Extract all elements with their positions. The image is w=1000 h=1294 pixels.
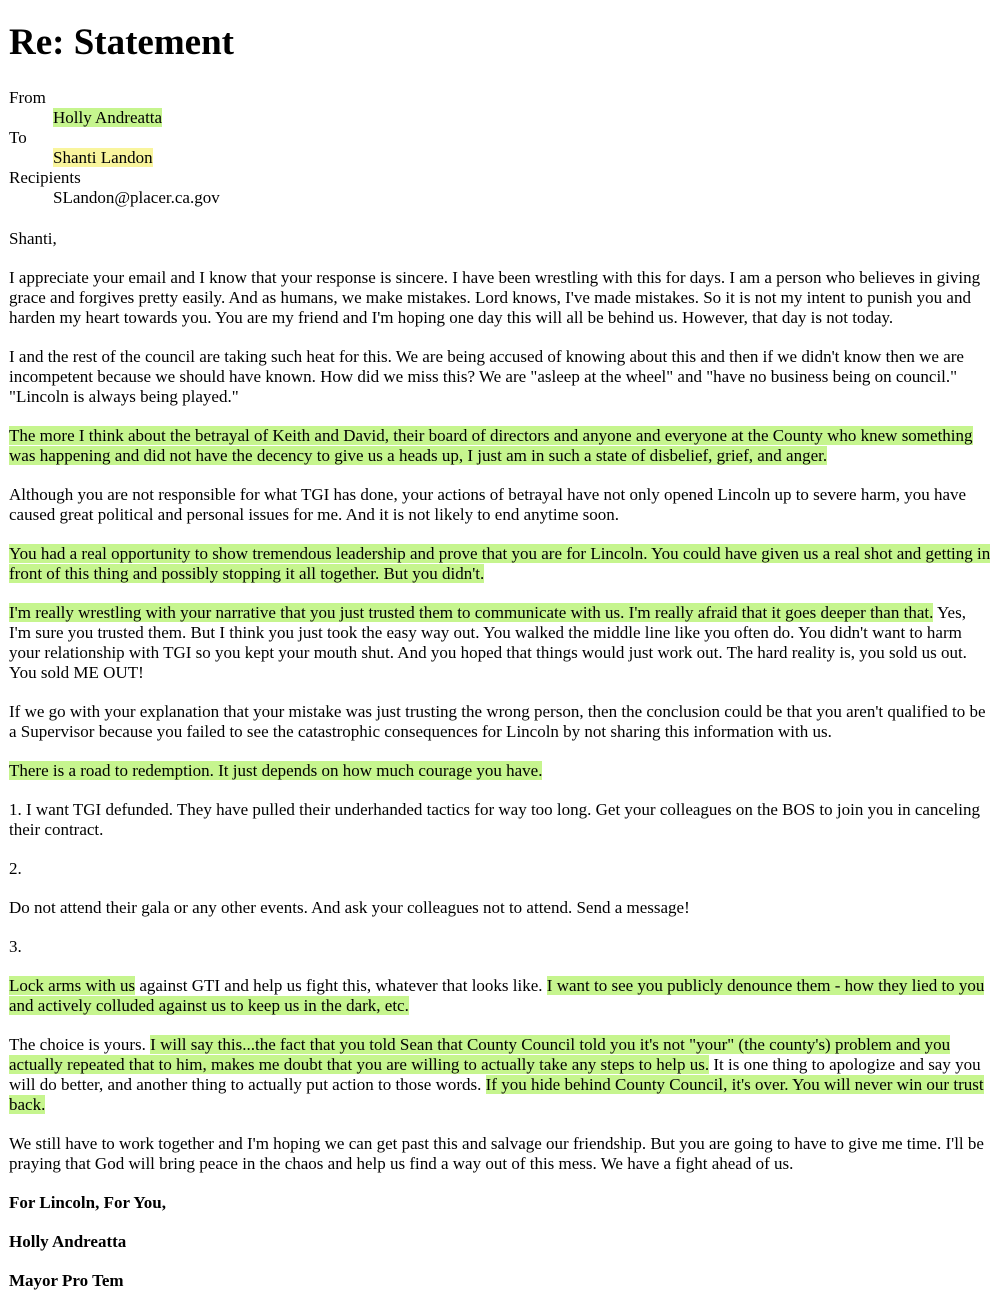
highlight: There is a road to redemption. It just depends on how much courage you have. xyxy=(9,761,543,780)
paragraph-3 xyxy=(9,426,991,466)
paragraph-10: We still have to work together and I'm hoping we can get past this and salvage our friendship. But you are going to have to give me time. I'll be praying that God will bring peace in the chaos and help us find a way out of this mess. We have a fight ahead of us. xyxy=(9,1134,984,1173)
highlight: Lock arms with us xyxy=(9,976,136,995)
paragraph-2: I and the rest of the council are taking such heat for this. We are being accused of knowing about this and then if we didn't know then we are incompetent because we should have known. How did we miss this? We are "asleep at the wheel" and "have no business being on council." "Lincoln is always being played." xyxy=(9,347,964,406)
greeting: Shanti, xyxy=(9,229,57,248)
paragraph-1: I appreciate your email and I know that your response is sincere. I have been wrestling with this for days. I am a person who believes in giving grace and forgives pretty easily. And as humans, we make mistakes. Lord knows, I've made mistakes. So it is not my intent to punish you and harden my heart towards you. You are my friend and I'm hoping one day this will all be behind us. However, that day is not today. xyxy=(9,268,981,327)
paragraph-7: If we go with your explanation that your mistake was just trusting the wrong person, then the conclusion could be that you aren't qualified to be a Supervisor because you failed to see the catastrophic consequences for Lincoln by not sharing this information with us. xyxy=(9,702,986,741)
highlight: I will say this...the fact that you told Sean that County Council told you it's not "your" (the county's) problem and you actually repeated that to him, makes me doubt that you are willing to actually take any steps to help us. xyxy=(9,1035,951,1074)
paragraph-9 xyxy=(9,1035,991,1115)
signature-role: Mayor Pro Tem xyxy=(9,1271,124,1290)
paragraph-8 xyxy=(9,761,991,781)
email-body xyxy=(9,229,991,1174)
highlight: I want to see you publicly denounce them - how they lied to you and actively colluded against us to keep us in the dark, etc. xyxy=(9,976,985,1015)
from-value[interactable]: Holly Andreatta xyxy=(53,108,163,127)
paragraph-4: Although you are not responsible for what TGI has done, your actions of betrayal have not only opened Lincoln up to severe harm, you have caused great political and personal issues for me. And it is not likely to end anytime soon. xyxy=(9,485,967,524)
email-subject: Re: Statement xyxy=(9,22,234,63)
highlight: If you hide behind County Council, it's over. You will never win our trust back. xyxy=(9,1075,984,1114)
paragraph-9-b: It is one thing to apologize and say you will do better, and another thing to actually put action to those words. xyxy=(9,1055,981,1094)
list-item-3-number: 3. xyxy=(9,937,22,956)
paragraph-9-a: The choice is yours. xyxy=(9,1035,151,1054)
recipients-value: SLandon@placer.ca.gov xyxy=(53,188,220,207)
to-value[interactable]: Shanti Landon xyxy=(53,148,153,167)
paragraph-6 xyxy=(9,603,991,683)
email-header xyxy=(9,88,991,208)
from-label: From xyxy=(9,88,46,107)
list-item-2: Do not attend their gala or any other events. And ask your colleagues not to attend. Send a message! xyxy=(9,898,690,917)
signature-name: Holly Andreatta xyxy=(9,1232,127,1251)
list-item-2-number: 2. xyxy=(9,859,22,878)
to-label: To xyxy=(9,128,27,147)
highlight: I'm really wrestling with your narrative that you just trusted them to communicate with us. I'm really afraid that it goes deeper than that. xyxy=(9,603,934,622)
list-item-3 xyxy=(9,976,991,1016)
list-item-1: 1. I want TGI defunded. They have pulled their underhanded tactics for way too long. Get your colleagues on the BOS to join you in canceling their contract. xyxy=(9,800,980,839)
signature xyxy=(9,1193,991,1291)
paragraph-5 xyxy=(9,544,991,584)
highlight: The more I think about the betrayal of Keith and David, their board of directors and anyone and everyone at the County who knew something was happening and did not have the decency to give us a heads up, I just am in such a state of disbelief, grief, and anger. xyxy=(9,426,973,465)
highlight: You had a real opportunity to show tremendous leadership and prove that you are for Lincoln. You could have given us a real shot and getting in front of this thing and possibly stopping it all together. But you didn't. xyxy=(9,544,991,583)
list-item-3-mid: against GTI and help us fight this, whatever that looks like. xyxy=(135,976,547,995)
paragraph-6-rest: Yes, I'm sure you trusted them. But I think you just took the easy way out. You walked the middle line like you often do. You didn't want to harm your relationship with TGI so you kept your mouth shut. And you hoped that things would just work out. The hard reality is, you sold us out. You sold ME OUT! xyxy=(9,603,967,682)
signature-closing: For Lincoln, For You, xyxy=(9,1193,166,1212)
recipients-label: Recipients xyxy=(9,168,81,187)
